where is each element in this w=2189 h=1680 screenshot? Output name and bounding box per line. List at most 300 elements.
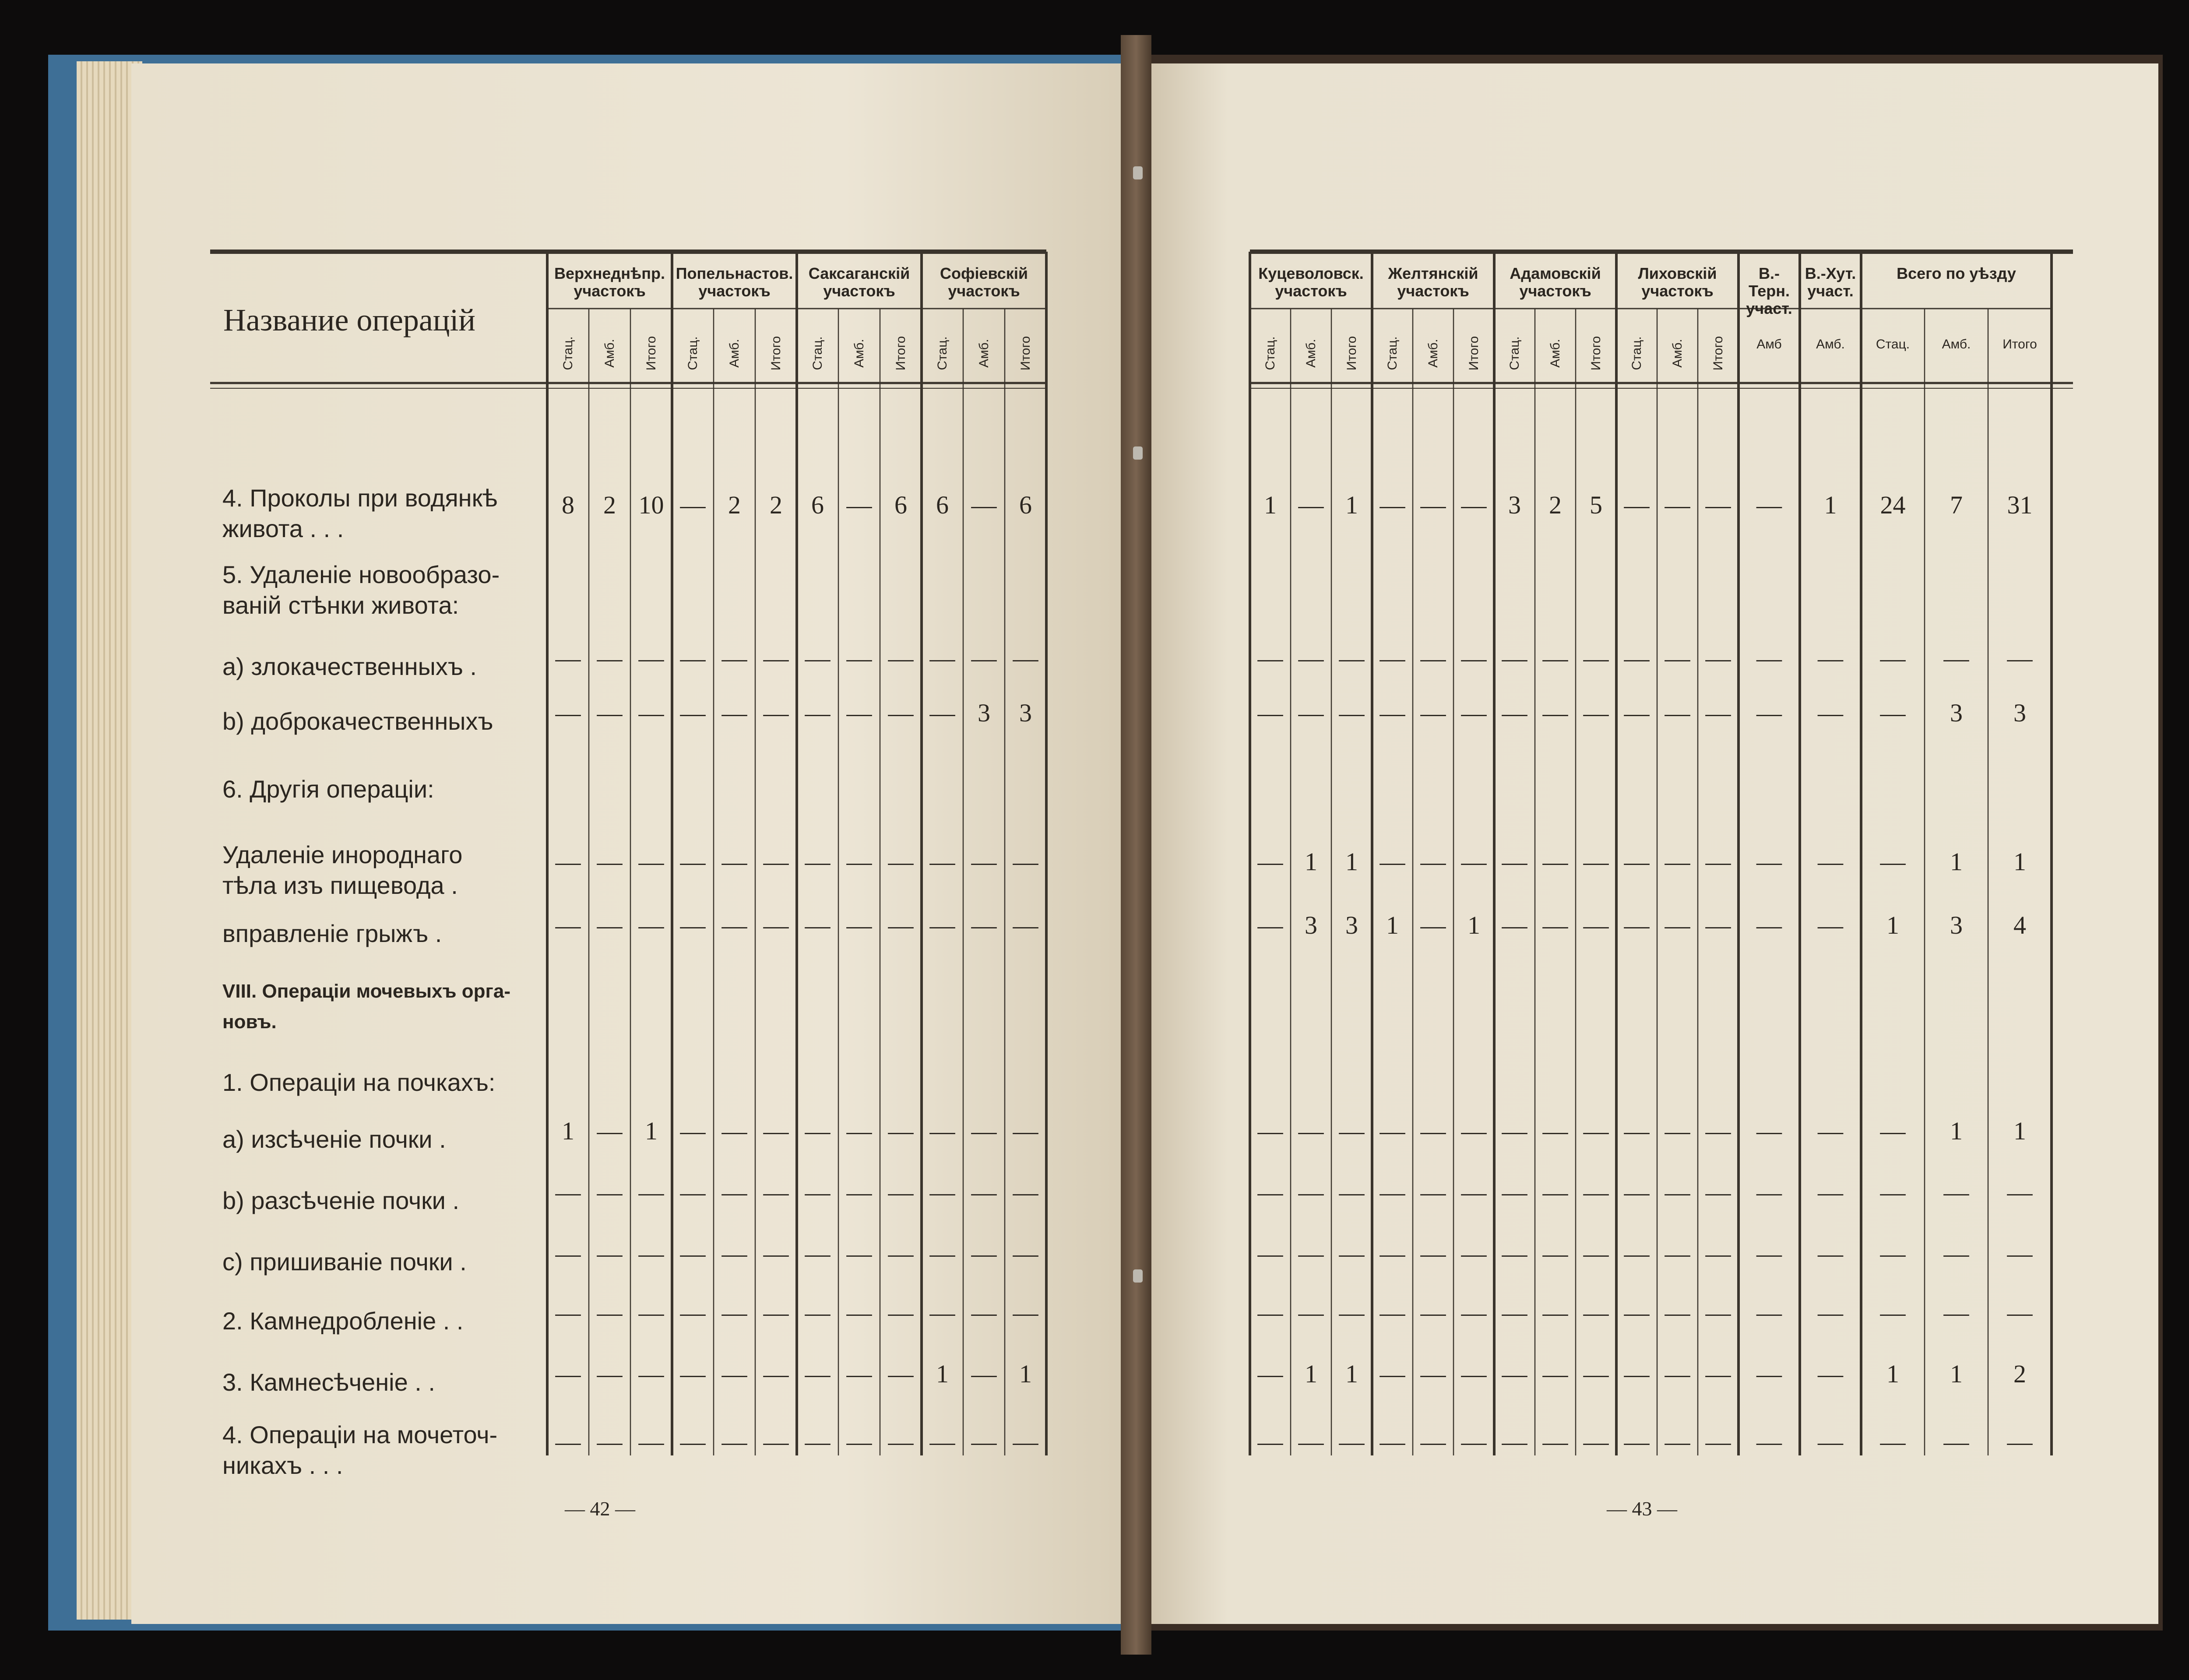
table-cell: — (1705, 491, 1731, 519)
operation-label: Удаленiе инороднаго (222, 841, 463, 868)
table-cell: — (1583, 1117, 1609, 1145)
table-cell: — (1461, 1427, 1487, 1456)
table-cell: — (1461, 491, 1487, 519)
district-header: Желтянскiй участокъ (1388, 264, 1478, 300)
table-cell: — (555, 1239, 581, 1268)
binding-clip (1133, 446, 1143, 460)
table-cell: — (1257, 1360, 1283, 1388)
table-cell: — (1880, 1239, 1906, 1268)
table-cell: — (1624, 1360, 1650, 1388)
table-cell: — (1756, 644, 1782, 672)
table-cell: 3 (1305, 911, 1317, 939)
table-cell: — (638, 1178, 664, 1206)
table-cell: — (1665, 491, 1690, 519)
column-header: Итого (1710, 336, 1725, 371)
operation-label: 2. Камнедробленiе . . (222, 1307, 464, 1335)
table-cell: — (1257, 644, 1283, 672)
column-header: Стац. (1629, 336, 1644, 370)
table-cell: 6 (936, 491, 949, 519)
table-cell: — (1705, 644, 1731, 672)
table-cell: — (846, 911, 872, 939)
table-cell: — (1298, 1239, 1324, 1268)
table-cell: — (1420, 1298, 1446, 1327)
table-cell: — (1818, 1298, 1843, 1327)
table-cell: — (1624, 1427, 1650, 1456)
table-cell: — (763, 1117, 789, 1145)
table-cell: — (597, 1117, 623, 1145)
column-header: Амб. (602, 339, 617, 368)
table-cell: — (721, 1427, 747, 1456)
table-cell: — (680, 1178, 706, 1206)
table-cell: — (1542, 911, 1568, 939)
column-header: Итого (2002, 337, 2037, 351)
table-cell: — (555, 911, 581, 939)
table-cell: — (1705, 1178, 1731, 1206)
table-cell: — (888, 644, 914, 672)
table-cell: 1 (1345, 491, 1358, 519)
binding-clip (1133, 1269, 1143, 1283)
column-header: Итого (768, 336, 783, 371)
table-cell: — (1624, 1239, 1650, 1268)
table-cell: — (1502, 847, 1527, 876)
table-cell: 1 (645, 1117, 658, 1145)
table-cell: 2 (2013, 1360, 2026, 1388)
table-cell: — (1380, 847, 1405, 876)
operation-label: b) доброкачественныхъ (222, 707, 493, 735)
table-cell: — (1420, 699, 1446, 727)
column-header: Итого (893, 336, 908, 371)
table-cell: — (1461, 1298, 1487, 1327)
table-cell: — (1880, 644, 1906, 672)
table-cell: — (971, 1427, 997, 1456)
table-cell: — (929, 699, 955, 727)
table-cell: — (1420, 911, 1446, 939)
table-cell: — (971, 1298, 997, 1327)
operation-label: 6. Другiя операцiи: (222, 775, 434, 803)
table-cell: — (971, 1178, 997, 1206)
table-cell: — (805, 911, 831, 939)
table-cell: — (1298, 1178, 1324, 1206)
table-cell: 6 (811, 491, 824, 519)
table-cell: 3 (1019, 699, 1032, 727)
table-cell: — (1257, 1117, 1283, 1145)
table-cell: — (846, 644, 872, 672)
table-cell: — (846, 847, 872, 876)
table-cell: — (2007, 644, 2033, 672)
table-cell: — (597, 1360, 623, 1388)
operation-label: никахъ . . . (222, 1452, 343, 1479)
table-cell: — (1665, 847, 1690, 876)
table-cell: — (805, 1239, 831, 1268)
table-cell: — (1502, 1360, 1527, 1388)
table-cell: — (1502, 1178, 1527, 1206)
table-cell: 1 (1886, 911, 1899, 939)
table-cell: — (1542, 699, 1568, 727)
table-cell: — (680, 1360, 706, 1388)
table-cell: — (1461, 1239, 1487, 1268)
table-cell: — (971, 644, 997, 672)
table-cell: — (638, 1298, 664, 1327)
table-cell: 1 (1824, 491, 1837, 519)
table-cell: — (1380, 1178, 1405, 1206)
table-cell: — (721, 1117, 747, 1145)
table-cell: 10 (638, 491, 664, 519)
table-cell: — (846, 1298, 872, 1327)
table-cell: — (846, 1360, 872, 1388)
table-cell: — (1257, 1239, 1283, 1268)
table-cell: — (1665, 1239, 1690, 1268)
table-cell: — (2007, 1178, 2033, 1206)
table-cell: — (1665, 644, 1690, 672)
column-header: Стац. (1263, 336, 1278, 370)
table-cell: — (929, 644, 955, 672)
table-cell: — (1818, 911, 1843, 939)
table-cell: — (2007, 1298, 2033, 1327)
table-cell: — (1943, 1178, 1969, 1206)
column-header: Стац. (560, 336, 575, 370)
table-cell: — (971, 911, 997, 939)
table-cell: — (555, 644, 581, 672)
table-cell: 3 (1508, 491, 1521, 519)
district-header: В.-Хут. участ. (1805, 264, 1856, 300)
table-cell: — (1583, 1239, 1609, 1268)
table-cell: — (721, 847, 747, 876)
table-cell: — (1298, 699, 1324, 727)
table-cell: — (1461, 847, 1487, 876)
table-cell: — (1880, 1178, 1906, 1206)
table-cell: — (1502, 1117, 1527, 1145)
table-cell: 1 (1019, 1360, 1032, 1388)
table-cell: — (1257, 911, 1283, 939)
table-cell: — (597, 644, 623, 672)
table-cell: — (1756, 847, 1782, 876)
table-cell: — (1705, 1360, 1731, 1388)
table-cell: 3 (978, 699, 990, 727)
table-cell: — (1298, 644, 1324, 672)
table-cell: — (1542, 1117, 1568, 1145)
table-cell: — (805, 1117, 831, 1145)
table-cell: — (1542, 847, 1568, 876)
table-cell: — (1818, 1178, 1843, 1206)
table-cell: — (721, 911, 747, 939)
table-cell: — (1756, 1178, 1782, 1206)
column-header: Итого (1588, 336, 1603, 371)
table-cell: — (805, 1298, 831, 1327)
table-cell: — (1013, 1298, 1038, 1327)
table-cell: — (929, 1117, 955, 1145)
table-cell: — (1880, 1117, 1906, 1145)
table-cell: — (805, 1360, 831, 1388)
table-cell: 3 (1345, 911, 1358, 939)
table-cell: — (1298, 1298, 1324, 1327)
table-cell: — (1339, 1427, 1365, 1456)
table-cell: — (638, 644, 664, 672)
table-cell: — (1339, 644, 1365, 672)
table-cell: — (1756, 1360, 1782, 1388)
table-cell: — (721, 1298, 747, 1327)
table-cell: — (1542, 644, 1568, 672)
table-cell: — (1818, 644, 1843, 672)
column-header: Амб. (852, 339, 866, 368)
district-header: Верхнеднѣпр. участокъ (554, 264, 665, 300)
table-cell: — (680, 644, 706, 672)
column-header: Амб. (1425, 339, 1440, 368)
district-header: В.-Терн. участ. (1746, 264, 1792, 317)
table-cell: — (597, 1178, 623, 1206)
table-cell: — (1257, 699, 1283, 727)
operation-label: ванiй стѣнки живота: (222, 591, 459, 619)
table-cell: — (1502, 1239, 1527, 1268)
table-cell: — (1756, 699, 1782, 727)
table-cell: — (1818, 1239, 1843, 1268)
table-cell: — (1542, 1298, 1568, 1327)
row-header: Название операцiй (223, 302, 475, 337)
operation-label: b) разсѣченiе почки . (222, 1187, 460, 1214)
table-cell: — (1665, 1427, 1690, 1456)
table-cell: — (1502, 644, 1527, 672)
table-cell: — (638, 1239, 664, 1268)
operation-label: а) злокачественныхъ . (222, 653, 477, 680)
table-cell: — (1880, 1427, 1906, 1456)
column-header: Амб (1756, 337, 1782, 351)
table-cell: 1 (1305, 1360, 1317, 1388)
table-cell: — (929, 1427, 955, 1456)
table-cell: 31 (2007, 491, 2033, 519)
table-cell: — (1420, 847, 1446, 876)
table-cell: — (1380, 491, 1405, 519)
table-cell: 6 (1019, 491, 1032, 519)
table-cell: — (1583, 911, 1609, 939)
district-header: Саксаганскiй участокъ (808, 264, 910, 300)
column-header: Амб. (1670, 339, 1685, 368)
table-cell: 1 (2013, 847, 2026, 876)
table-cell: — (680, 1427, 706, 1456)
table-cell: — (1624, 1178, 1650, 1206)
table-cell: — (680, 491, 706, 519)
table-cell: — (555, 1178, 581, 1206)
table-cell: — (597, 911, 623, 939)
table-cell: — (763, 911, 789, 939)
table-cell: — (555, 699, 581, 727)
table-cell: 1 (1264, 491, 1277, 519)
table-cell: — (1502, 1427, 1527, 1456)
table-cell: 2 (603, 491, 616, 519)
column-header: Итого (644, 336, 658, 371)
table-cell: — (971, 491, 997, 519)
table-cell: — (1624, 847, 1650, 876)
table-cell: — (1380, 1427, 1405, 1456)
table-cell: 3 (2013, 699, 2026, 727)
table-cell: — (1013, 1239, 1038, 1268)
table-cell: — (1257, 847, 1283, 876)
table-cell: — (1339, 1178, 1365, 1206)
table-cell: — (1583, 1298, 1609, 1327)
operation-label: живота . . . (222, 515, 344, 542)
table-cell: 1 (562, 1117, 574, 1145)
table-cell: — (1257, 1298, 1283, 1327)
table-cell: — (805, 847, 831, 876)
table-cell: — (1818, 1117, 1843, 1145)
table-cell: — (721, 1360, 747, 1388)
table-cell: — (555, 847, 581, 876)
table-cell: — (1880, 699, 1906, 727)
operation-label: вправленiе грыжъ . (222, 920, 442, 947)
table-cell: — (1420, 1360, 1446, 1388)
table-cell: — (638, 1360, 664, 1388)
table-cell: — (1583, 1178, 1609, 1206)
table-cell: — (680, 847, 706, 876)
operation-label: а) изсѣченiе почки . (222, 1125, 446, 1153)
table-cell: — (888, 1178, 914, 1206)
table-cell: — (1756, 1298, 1782, 1327)
table-cell: — (1298, 491, 1324, 519)
table-cell: 24 (1880, 491, 1906, 519)
table-cell: — (1943, 1298, 1969, 1327)
table-cell: 1 (1305, 847, 1317, 876)
operation-label: 1. Операцiи на почкахъ: (222, 1068, 496, 1096)
table-cell: — (929, 847, 955, 876)
table-cell: — (680, 1239, 706, 1268)
table-cell: — (1013, 644, 1038, 672)
table-cell: — (1420, 644, 1446, 672)
table-cell: — (1013, 1117, 1038, 1145)
table-cell: — (1880, 1298, 1906, 1327)
table-cell: — (1257, 1178, 1283, 1206)
table-cell: — (1705, 699, 1731, 727)
table-cell: — (1756, 1117, 1782, 1145)
table-cell: — (1257, 1427, 1283, 1456)
table-cell: 1 (1950, 1117, 1963, 1145)
table-cell: — (888, 699, 914, 727)
district-header: Софiевскiй участокъ (940, 264, 1028, 300)
table-cell: — (721, 1178, 747, 1206)
table-cell: — (1380, 1360, 1405, 1388)
table-cell: — (1943, 1239, 1969, 1268)
table-cell: — (1461, 644, 1487, 672)
table-cell: — (2007, 1239, 2033, 1268)
district-header: Всего по уѣзду (1897, 264, 2016, 282)
operation-label: тѣла изъ пищевода . (222, 872, 458, 899)
table-cell: — (638, 847, 664, 876)
table-cell: — (888, 1427, 914, 1456)
table-cell: — (721, 1239, 747, 1268)
table-cell: — (1624, 491, 1650, 519)
table-cell: 6 (894, 491, 907, 519)
table-cell: — (1583, 1360, 1609, 1388)
table-cell: — (1339, 699, 1365, 727)
table-cell: 2 (1549, 491, 1562, 519)
table-cell: 1 (1950, 1360, 1963, 1388)
table-cell: — (888, 1360, 914, 1388)
column-header: Итого (1344, 336, 1359, 371)
operation-label: 5. Удаленiе новообразо- (222, 561, 500, 588)
district-header: Куцеволовск. участокъ (1258, 264, 1364, 300)
table-cell: — (1461, 699, 1487, 727)
table-cell: — (929, 911, 955, 939)
table-cell: — (805, 644, 831, 672)
table-cell: — (555, 1427, 581, 1456)
table-cell: — (1756, 911, 1782, 939)
district-header: Лиховскiй участокъ (1638, 264, 1717, 300)
column-header: Амб. (976, 339, 991, 368)
table-cell: — (1756, 1239, 1782, 1268)
table-cell: 1 (2013, 1117, 2026, 1145)
table-cell: — (1420, 1427, 1446, 1456)
table-cell: 1 (1345, 1360, 1358, 1388)
table-cell: 1 (1345, 847, 1358, 876)
table-cell: — (597, 1239, 623, 1268)
table-cell: — (597, 699, 623, 727)
table-cell: — (1818, 847, 1843, 876)
column-header: Стац. (685, 336, 700, 370)
table-cell: — (1298, 1117, 1324, 1145)
table-cell: 3 (1950, 911, 1963, 939)
table-cell: — (555, 1298, 581, 1327)
table-cell: — (2007, 1427, 2033, 1456)
column-header: Стац. (1385, 336, 1400, 370)
table-cell: — (1380, 1298, 1405, 1327)
operation-label: с) пришиванiе почки . (222, 1248, 467, 1276)
operation-label: новъ. (222, 1011, 277, 1033)
table-cell: — (1298, 1427, 1324, 1456)
table-cell: — (1624, 699, 1650, 727)
table-cell: 7 (1950, 491, 1963, 519)
table-cell: — (1339, 1117, 1365, 1145)
table-cell: — (846, 491, 872, 519)
table-cell: — (680, 1298, 706, 1327)
table-cell: — (805, 699, 831, 727)
table-cell: — (846, 1178, 872, 1206)
table-cell: — (763, 699, 789, 727)
table-cell: — (1542, 1427, 1568, 1456)
column-header: Стац. (1507, 336, 1522, 370)
table-cell: — (1756, 491, 1782, 519)
table-cell: 4 (2013, 911, 2026, 939)
table-cell: — (763, 1239, 789, 1268)
column-header: Итого (1018, 336, 1033, 371)
table-cell: 2 (770, 491, 782, 519)
table-cell: — (763, 847, 789, 876)
table-cell: — (763, 1427, 789, 1456)
table-cell: — (763, 644, 789, 672)
column-header: Стац. (935, 336, 950, 370)
table-cell: — (1380, 1117, 1405, 1145)
table-cell: 1 (936, 1360, 949, 1388)
table-cell: — (1705, 1117, 1731, 1145)
column-header: Амб. (1303, 339, 1318, 368)
table-cell: — (1420, 1178, 1446, 1206)
table-cell: — (680, 911, 706, 939)
operation-label: 4. Операцiи на мочеточ- (222, 1421, 498, 1448)
table-cell: — (1420, 1117, 1446, 1145)
table-cell: — (846, 1427, 872, 1456)
table-cell: — (1583, 847, 1609, 876)
table-cell: — (1542, 1360, 1568, 1388)
table-cell: — (1756, 1427, 1782, 1456)
column-header: Стац. (1876, 337, 1910, 351)
table-cell: — (888, 1298, 914, 1327)
table-cell: — (1665, 699, 1690, 727)
table-cell: — (1542, 1239, 1568, 1268)
table-cell: — (1818, 1360, 1843, 1388)
column-header: Амб. (1548, 339, 1563, 368)
table-cell: — (888, 911, 914, 939)
column-header: Стац. (810, 336, 825, 370)
table-cell: — (929, 1239, 955, 1268)
table-cell: — (1461, 1117, 1487, 1145)
table-cell: — (1339, 1298, 1365, 1327)
table-cell: — (1705, 1298, 1731, 1327)
